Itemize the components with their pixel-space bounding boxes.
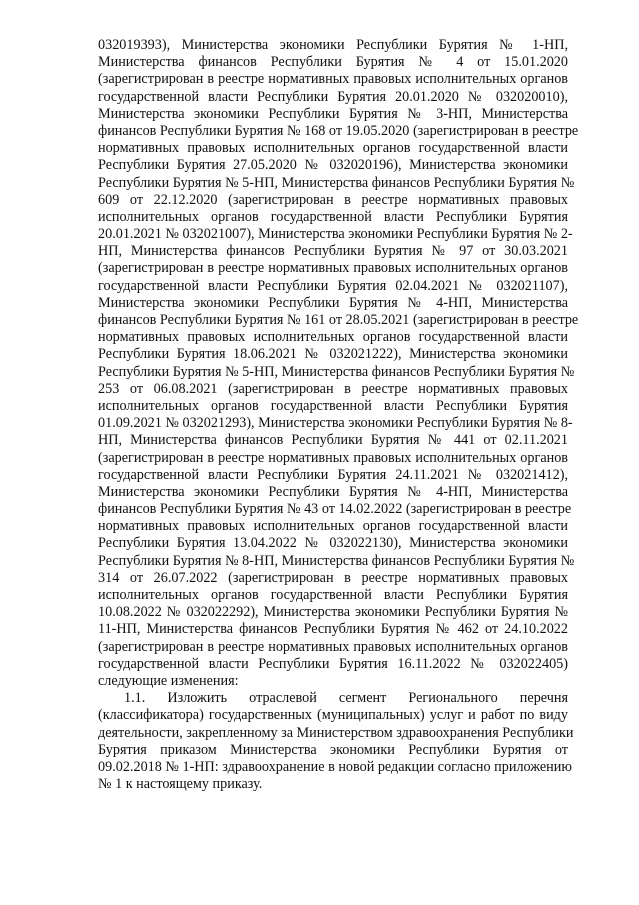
text-line: Республики Бурятия 27.05.2020 № 032020196), Министерства экономики: [98, 157, 568, 174]
text-line: 10.08.2022 № 032022292), Министерства экономики Республики Бурятия №: [98, 604, 568, 621]
text-line: финансов Республики Бурятия № 43 от 14.02.2022 (зарегистрирован в реестре: [98, 501, 572, 518]
text-line: Бурятия приказом Министерства экономики Республики Бурятия от: [98, 741, 568, 758]
text-line: Министерства экономики Республики Бурятия № 4-НП, Министерства: [98, 483, 568, 500]
text-line: Республики Бурятия № 5-НП, Министерства финансов Республики Бурятия №: [98, 363, 575, 380]
text-line: Министерства экономики Республики Бурятия № 3-НП, Министерства: [98, 105, 568, 122]
text-line: 01.09.2021 № 032021293), Министерства экономики Республики Бурятия № 8-: [98, 415, 573, 432]
text-line: НП, Министерства финансов Республики Бурятия № 441 от 02.11.2021: [98, 432, 568, 449]
text-line: нормативных правовых исполнительных органов государственной власти: [98, 140, 568, 157]
text-line: следующие изменения:: [98, 672, 239, 689]
text-line: государственной власти Республики Бурятия 02.04.2021 № 032021107),: [98, 277, 568, 294]
text-line: 11-НП, Министерства финансов Республики Бурятия № 462 от 24.10.2022: [98, 621, 568, 638]
text-line: нормативных правовых исполнительных органов государственной власти: [98, 329, 568, 346]
text-line: (зарегистрирован в реестре нормативных правовых исполнительных органов: [98, 71, 568, 88]
text-line: Министерства финансов Республики Бурятия № 4 от 15.01.2020: [98, 54, 568, 71]
text-line: Республики Бурятия № 8-НП, Министерства финансов Республики Бурятия №: [98, 552, 575, 569]
text-line: исполнительных органов государственной власти Республики Бурятия: [98, 208, 568, 225]
text-line: (классификатора) государственных (муниципальных) услуг и работ по виду: [98, 707, 568, 724]
text-line: финансов Республики Бурятия № 168 от 19.05.2020 (зарегистрирован в реестре: [98, 122, 579, 139]
text-line: 253 от 06.08.2021 (зарегистрирован в реестре нормативных правовых: [98, 380, 568, 397]
text-line: деятельности, закрепленному за Министерством здравоохранения Республики: [98, 724, 574, 741]
text-line: № 1 к настоящему приказу.: [98, 776, 263, 793]
text-line: Республики Бурятия 13.04.2022 № 032022130), Министерства экономики: [98, 535, 568, 552]
text-line: (зарегистрирован в реестре нормативных правовых исполнительных органов: [98, 638, 568, 655]
text-line: Министерства экономики Республики Бурятия № 4-НП, Министерства: [98, 294, 568, 311]
text-line: 032019393), Министерства экономики Республики Бурятия № 1-НП,: [98, 37, 568, 53]
text-line: 20.01.2021 № 032021007), Министерства экономики Республики Бурятия № 2-: [98, 226, 573, 243]
text-line: (зарегистрирован в реестре нормативных правовых исполнительных органов: [98, 449, 568, 466]
text-line: финансов Республики Бурятия № 161 от 28.05.2021 (зарегистрирован в реестре: [98, 312, 579, 328]
text-line: (зарегистрирован в реестре нормативных правовых исполнительных органов: [98, 260, 568, 277]
text-line: 314 от 26.07.2022 (зарегистрирован в реестре нормативных правовых: [98, 569, 568, 586]
text-line: нормативных правовых исполнительных органов государственной власти: [98, 518, 568, 535]
text-line: 1.1. Изложить отраслевой сегмент Регионального перечня: [124, 690, 568, 707]
text-line: исполнительных органов государственной власти Республики Бурятия: [98, 397, 568, 414]
text-line: государственной власти Республики Бурятия 24.11.2021 № 032021412),: [98, 466, 568, 483]
text-line: государственной власти Республики Бурятия 16.11.2022 № 032022405): [98, 655, 568, 672]
text-line: государственной власти Республики Бурятия 20.01.2020 № 032020010),: [98, 88, 568, 105]
text-line: Республики Бурятия № 5-НП, Министерства финансов Республики Бурятия №: [98, 174, 575, 191]
text-line: 609 от 22.12.2020 (зарегистрирован в реестре нормативных правовых: [98, 191, 568, 208]
document-page: [98, 37, 579, 793]
text-line: 09.02.2018 № 1-НП: здравоохранение в новой редакции согласно приложению: [98, 758, 572, 775]
text-line: исполнительных органов государственной власти Республики Бурятия: [98, 587, 568, 603]
text-line: Республики Бурятия 18.06.2021 № 032021222), Министерства экономики: [98, 346, 568, 363]
text-line: НП, Министерства финансов Республики Бурятия № 97 от 30.03.2021: [98, 243, 568, 260]
